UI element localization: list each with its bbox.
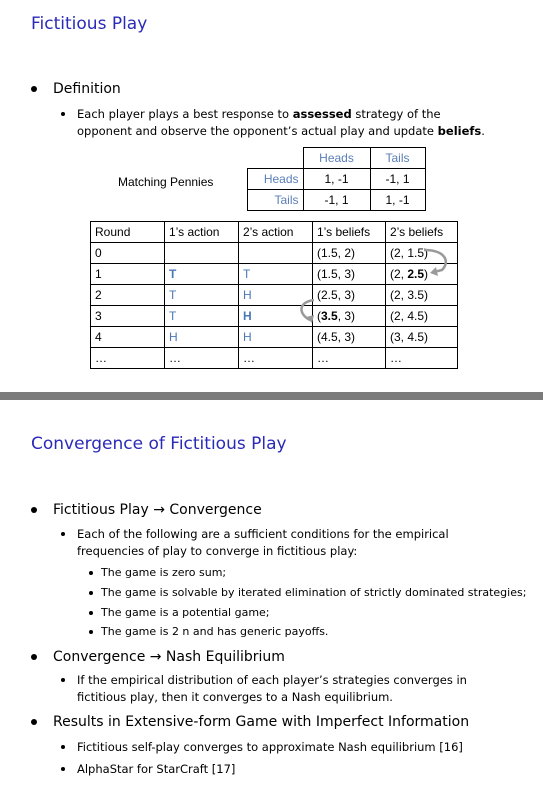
text-line: frequencies of play to converge in fictitious play: xyxy=(77,544,358,558)
result-item xyxy=(77,761,235,778)
result-text: AlphaStar for StarCraft [17] xyxy=(77,762,236,776)
list-item xyxy=(101,565,226,581)
table-cell: (2, 4.5) xyxy=(386,306,458,327)
belief-prefix: ( xyxy=(317,309,321,323)
table-cell: H xyxy=(239,306,313,327)
slide-convergence xyxy=(0,400,543,794)
belief-suffix: ) xyxy=(424,267,429,281)
text-emphasis: beliefs xyxy=(437,124,482,138)
table-cell xyxy=(239,243,313,264)
table-header: 1’s action xyxy=(165,222,239,243)
text-line: If the empirical distribution of each player’s strategies converges in xyxy=(77,673,467,687)
table-cell: 1 xyxy=(91,264,165,285)
text-part: Each player plays a best response to xyxy=(77,107,293,121)
rounds-table xyxy=(90,221,458,369)
matrix-col-head: Heads xyxy=(303,148,370,169)
bullet-dot xyxy=(89,591,93,595)
text-emphasis: assessed xyxy=(292,107,352,121)
list-item-text: The game is 2 n and has generic payoffs. xyxy=(101,625,329,638)
bullet-dot xyxy=(89,611,93,615)
table-cell: T xyxy=(165,264,239,285)
table-row xyxy=(91,348,458,369)
bullet-text: Fictitious Play → Convergence xyxy=(53,502,262,518)
matrix-cell: 1, -1 xyxy=(370,190,425,211)
list-item-text: The game is a potential game; xyxy=(101,606,270,619)
table-row xyxy=(91,306,458,327)
table-header: 1’s beliefs xyxy=(313,222,386,243)
table-cell: 2 xyxy=(91,285,165,306)
list-item xyxy=(101,605,270,621)
bullet-extensive-form xyxy=(53,714,469,730)
table-row xyxy=(91,264,458,285)
matrix-col-head: Tails xyxy=(370,148,425,169)
table-header-row xyxy=(91,222,458,243)
matrix-corner xyxy=(248,148,304,169)
table-row xyxy=(91,327,458,348)
curved-arrow-icon xyxy=(296,296,320,326)
bullet-nash xyxy=(53,649,285,665)
bullet-text: Results in Extensive-form Game with Imperfect Information xyxy=(53,714,470,730)
definition-text xyxy=(77,106,517,140)
bullet-dot xyxy=(31,719,37,725)
table-cell: T xyxy=(165,285,239,306)
table-cell: H xyxy=(165,327,239,348)
bullet-text: Definition xyxy=(53,81,121,97)
slide-title: Fictitious Play xyxy=(31,14,148,34)
table-header: 2’s beliefs xyxy=(386,222,458,243)
matrix-row-head: Tails xyxy=(248,190,304,211)
list-item-text: The game is solvable by iterated elimination of strictly dominated strategies; xyxy=(101,586,527,599)
table-cell: 0 xyxy=(91,243,165,264)
bullet-text: Convergence → Nash Equilibrium xyxy=(53,649,285,665)
matrix-label: Matching Pennies xyxy=(118,175,214,189)
bullet-dot xyxy=(31,654,37,660)
table-cell: (2, 3.5) xyxy=(386,285,458,306)
table-header: 2’s action xyxy=(239,222,313,243)
sufficient-conditions xyxy=(77,526,517,560)
text-part: strategy of the xyxy=(351,107,441,121)
list-item xyxy=(101,585,526,601)
table-cell: … xyxy=(386,348,458,369)
table-cell: (3, 4.5) xyxy=(386,327,458,348)
bullet-dot xyxy=(61,767,65,771)
table-cell: H xyxy=(239,285,313,306)
curved-arrow-icon xyxy=(420,248,460,280)
table-cell xyxy=(165,243,239,264)
table-cell: … xyxy=(91,348,165,369)
bullet-dot xyxy=(89,571,93,575)
list-item xyxy=(101,624,328,640)
belief-emphasis: 3.5 xyxy=(321,309,338,323)
bullet-dot xyxy=(31,507,37,513)
table-cell: H xyxy=(239,327,313,348)
table-row xyxy=(91,285,458,306)
matrix-cell: -1, 1 xyxy=(303,190,370,211)
slide-fictitious-play xyxy=(0,0,543,392)
bullet-dot xyxy=(61,745,65,749)
payoff-matrix xyxy=(247,147,426,211)
text-line: fictitious play, then it converges to a Nash equilibrium. xyxy=(77,690,393,704)
bullet-dot xyxy=(61,112,65,116)
belief-prefix: (2, xyxy=(390,267,408,281)
text-part: opponent and observe the opponent’s actual play and update xyxy=(77,124,438,138)
table-cell: 4 xyxy=(91,327,165,348)
matrix-cell: -1, 1 xyxy=(370,169,425,190)
matrix-cell: 1, -1 xyxy=(303,169,370,190)
nash-text xyxy=(77,672,517,706)
table-row xyxy=(91,243,458,264)
belief-suffix: , 3) xyxy=(337,309,356,323)
table-cell: 3 xyxy=(91,306,165,327)
table-cell xyxy=(313,306,386,327)
bullet-definition xyxy=(53,81,121,97)
matrix-row-head: Heads xyxy=(248,169,304,190)
bullet-dot xyxy=(31,86,37,92)
text-line: Each of the following are a sufficient conditions for the empirical xyxy=(77,527,449,541)
bullet-dot xyxy=(61,678,65,682)
list-item-text: The game is zero sum; xyxy=(101,566,227,579)
bullet-dot xyxy=(61,532,65,536)
table-cell: … xyxy=(313,348,386,369)
bullet-dot xyxy=(89,630,93,634)
text-part: . xyxy=(481,124,485,138)
table-cell: (2, 1.5) xyxy=(386,243,458,264)
slide-divider xyxy=(0,392,543,400)
table-header: Round xyxy=(91,222,165,243)
table-cell: (4.5, 3) xyxy=(313,327,386,348)
table-cell: (1.5, 2) xyxy=(313,243,386,264)
table-cell: T xyxy=(165,306,239,327)
result-text: Fictitious self-play converges to approximate Nash equilibrium [16] xyxy=(77,740,463,754)
table-cell: (1.5, 3) xyxy=(313,264,386,285)
table-cell: T xyxy=(239,264,313,285)
bullet-convergence xyxy=(53,502,262,518)
table-cell: … xyxy=(165,348,239,369)
table-cell: (2.5, 3) xyxy=(313,285,386,306)
result-item xyxy=(77,739,463,756)
belief-emphasis: 2.5 xyxy=(407,267,425,281)
table-cell: … xyxy=(239,348,313,369)
slide-title: Convergence of Fictitious Play xyxy=(31,434,287,454)
